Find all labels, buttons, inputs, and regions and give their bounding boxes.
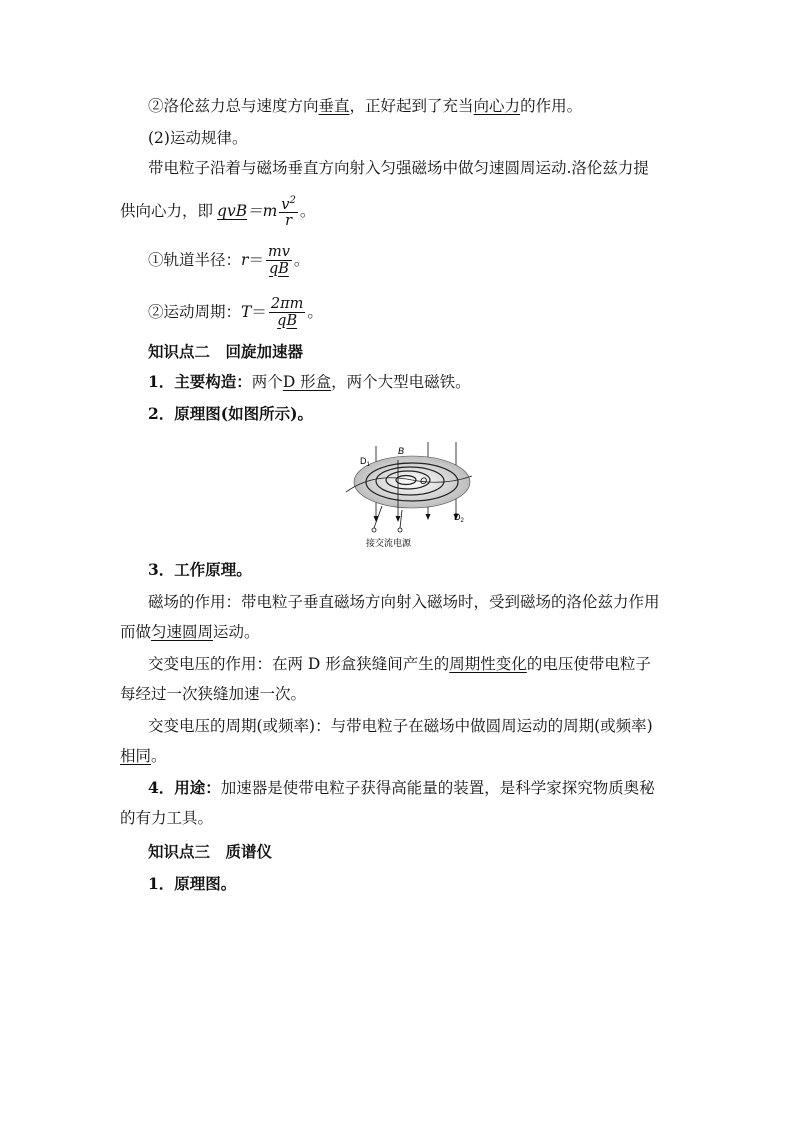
para-2	[148, 654, 651, 674]
cyclotron-diagram	[344, 436, 478, 550]
equals: ＝m	[247, 202, 278, 220]
answer-underline: 相同	[120, 747, 152, 765]
text: 。	[299, 202, 316, 220]
text: 交变电压的作用：在两 D 形盒狭缝间产生的	[148, 655, 450, 673]
line-3: 带电粒子沿着与磁场垂直方向射入匀强磁场中做匀速圆周运动.洛伦兹力提	[148, 159, 649, 177]
terminal	[372, 528, 376, 532]
variable: r	[241, 251, 249, 269]
denominator: qB	[277, 312, 298, 329]
item-4-cont: 的有力工具。	[120, 809, 214, 827]
arrow-head	[426, 514, 431, 520]
line-4-formula	[120, 188, 315, 234]
numerator: 2πm	[270, 295, 304, 312]
answer-underline: 周期性变化	[449, 655, 527, 673]
text: 而做	[120, 623, 152, 641]
answer-underline: 向心力	[473, 97, 521, 115]
section-heading-2: 知识点二 回旋加速器	[148, 342, 304, 361]
text: ①轨道半径：	[148, 251, 242, 269]
para-3: 交变电压的周期(或频率)：与带电粒子在磁场中做圆周运动的周期(或频率)	[148, 717, 653, 735]
wire	[400, 510, 402, 528]
answer-underline: qvB	[217, 202, 248, 220]
item-5: 1．原理图。	[148, 874, 237, 893]
para-2-cont: 每经过一次狭缝加速一次。	[120, 685, 307, 703]
text: 。	[307, 303, 323, 321]
text: 加速器是使带电粒子获得高能量的装置，是科学家探究物质奥秘	[220, 779, 655, 797]
answer-underline: 垂直	[318, 97, 350, 115]
text: 运动。	[213, 623, 260, 641]
denominator: qB	[268, 260, 289, 277]
terminal	[398, 528, 402, 532]
numerator: mv	[267, 243, 290, 260]
line-2: (2)运动规律。	[148, 129, 248, 147]
text: ，正好起到了充当	[349, 97, 474, 115]
text: 供向心力，即	[120, 202, 214, 220]
text: ②洛伦兹力总与速度方向	[148, 97, 319, 115]
answer-underline: D 形盒	[282, 373, 332, 391]
numerator: $v^2$	[281, 194, 296, 213]
fraction	[266, 244, 292, 277]
text: 。	[151, 747, 167, 765]
label-d2: $D_2$	[454, 512, 464, 524]
denominator: r	[285, 213, 293, 230]
item-4	[148, 778, 655, 798]
d-box	[354, 456, 470, 508]
label-b: B	[398, 446, 405, 456]
line-5-radius	[148, 240, 309, 280]
line-6-period	[148, 292, 323, 332]
figure-caption: 接交流电源	[366, 538, 412, 548]
section-heading-3: 知识点三 质谱仪	[148, 842, 273, 861]
equals: ＝	[251, 303, 267, 321]
answer-underline: 匀速圆周	[151, 623, 214, 641]
item-3: 3．工作原理。	[148, 560, 252, 579]
arrow-head	[396, 516, 401, 522]
item-label: 1．主要构造：	[148, 372, 252, 391]
equals: ＝	[248, 251, 264, 269]
text: ，两个大型电磁铁。	[331, 373, 471, 391]
para-1: 磁场的作用：带电粒子垂直磁场方向射入磁场时，受到磁场的洛伦兹力作用	[148, 593, 660, 611]
fraction	[269, 296, 306, 329]
text: 的电压使带电粒子	[526, 655, 651, 673]
text: 两个	[251, 373, 283, 391]
label-o: O	[420, 476, 428, 486]
line-1	[148, 96, 582, 116]
para-1-cont	[120, 622, 260, 642]
item-1	[148, 372, 471, 392]
text: 的作用。	[520, 97, 583, 115]
text: ②运动周期：	[148, 303, 242, 321]
para-3-cont	[120, 746, 167, 766]
text: 。	[293, 251, 310, 269]
label-d1: $D_1$	[360, 456, 370, 468]
item-label: 4．用途：	[148, 778, 221, 797]
variable: T	[241, 303, 252, 321]
fraction	[279, 193, 298, 230]
item-2: 2．原理图(如图所示)。	[148, 404, 313, 423]
